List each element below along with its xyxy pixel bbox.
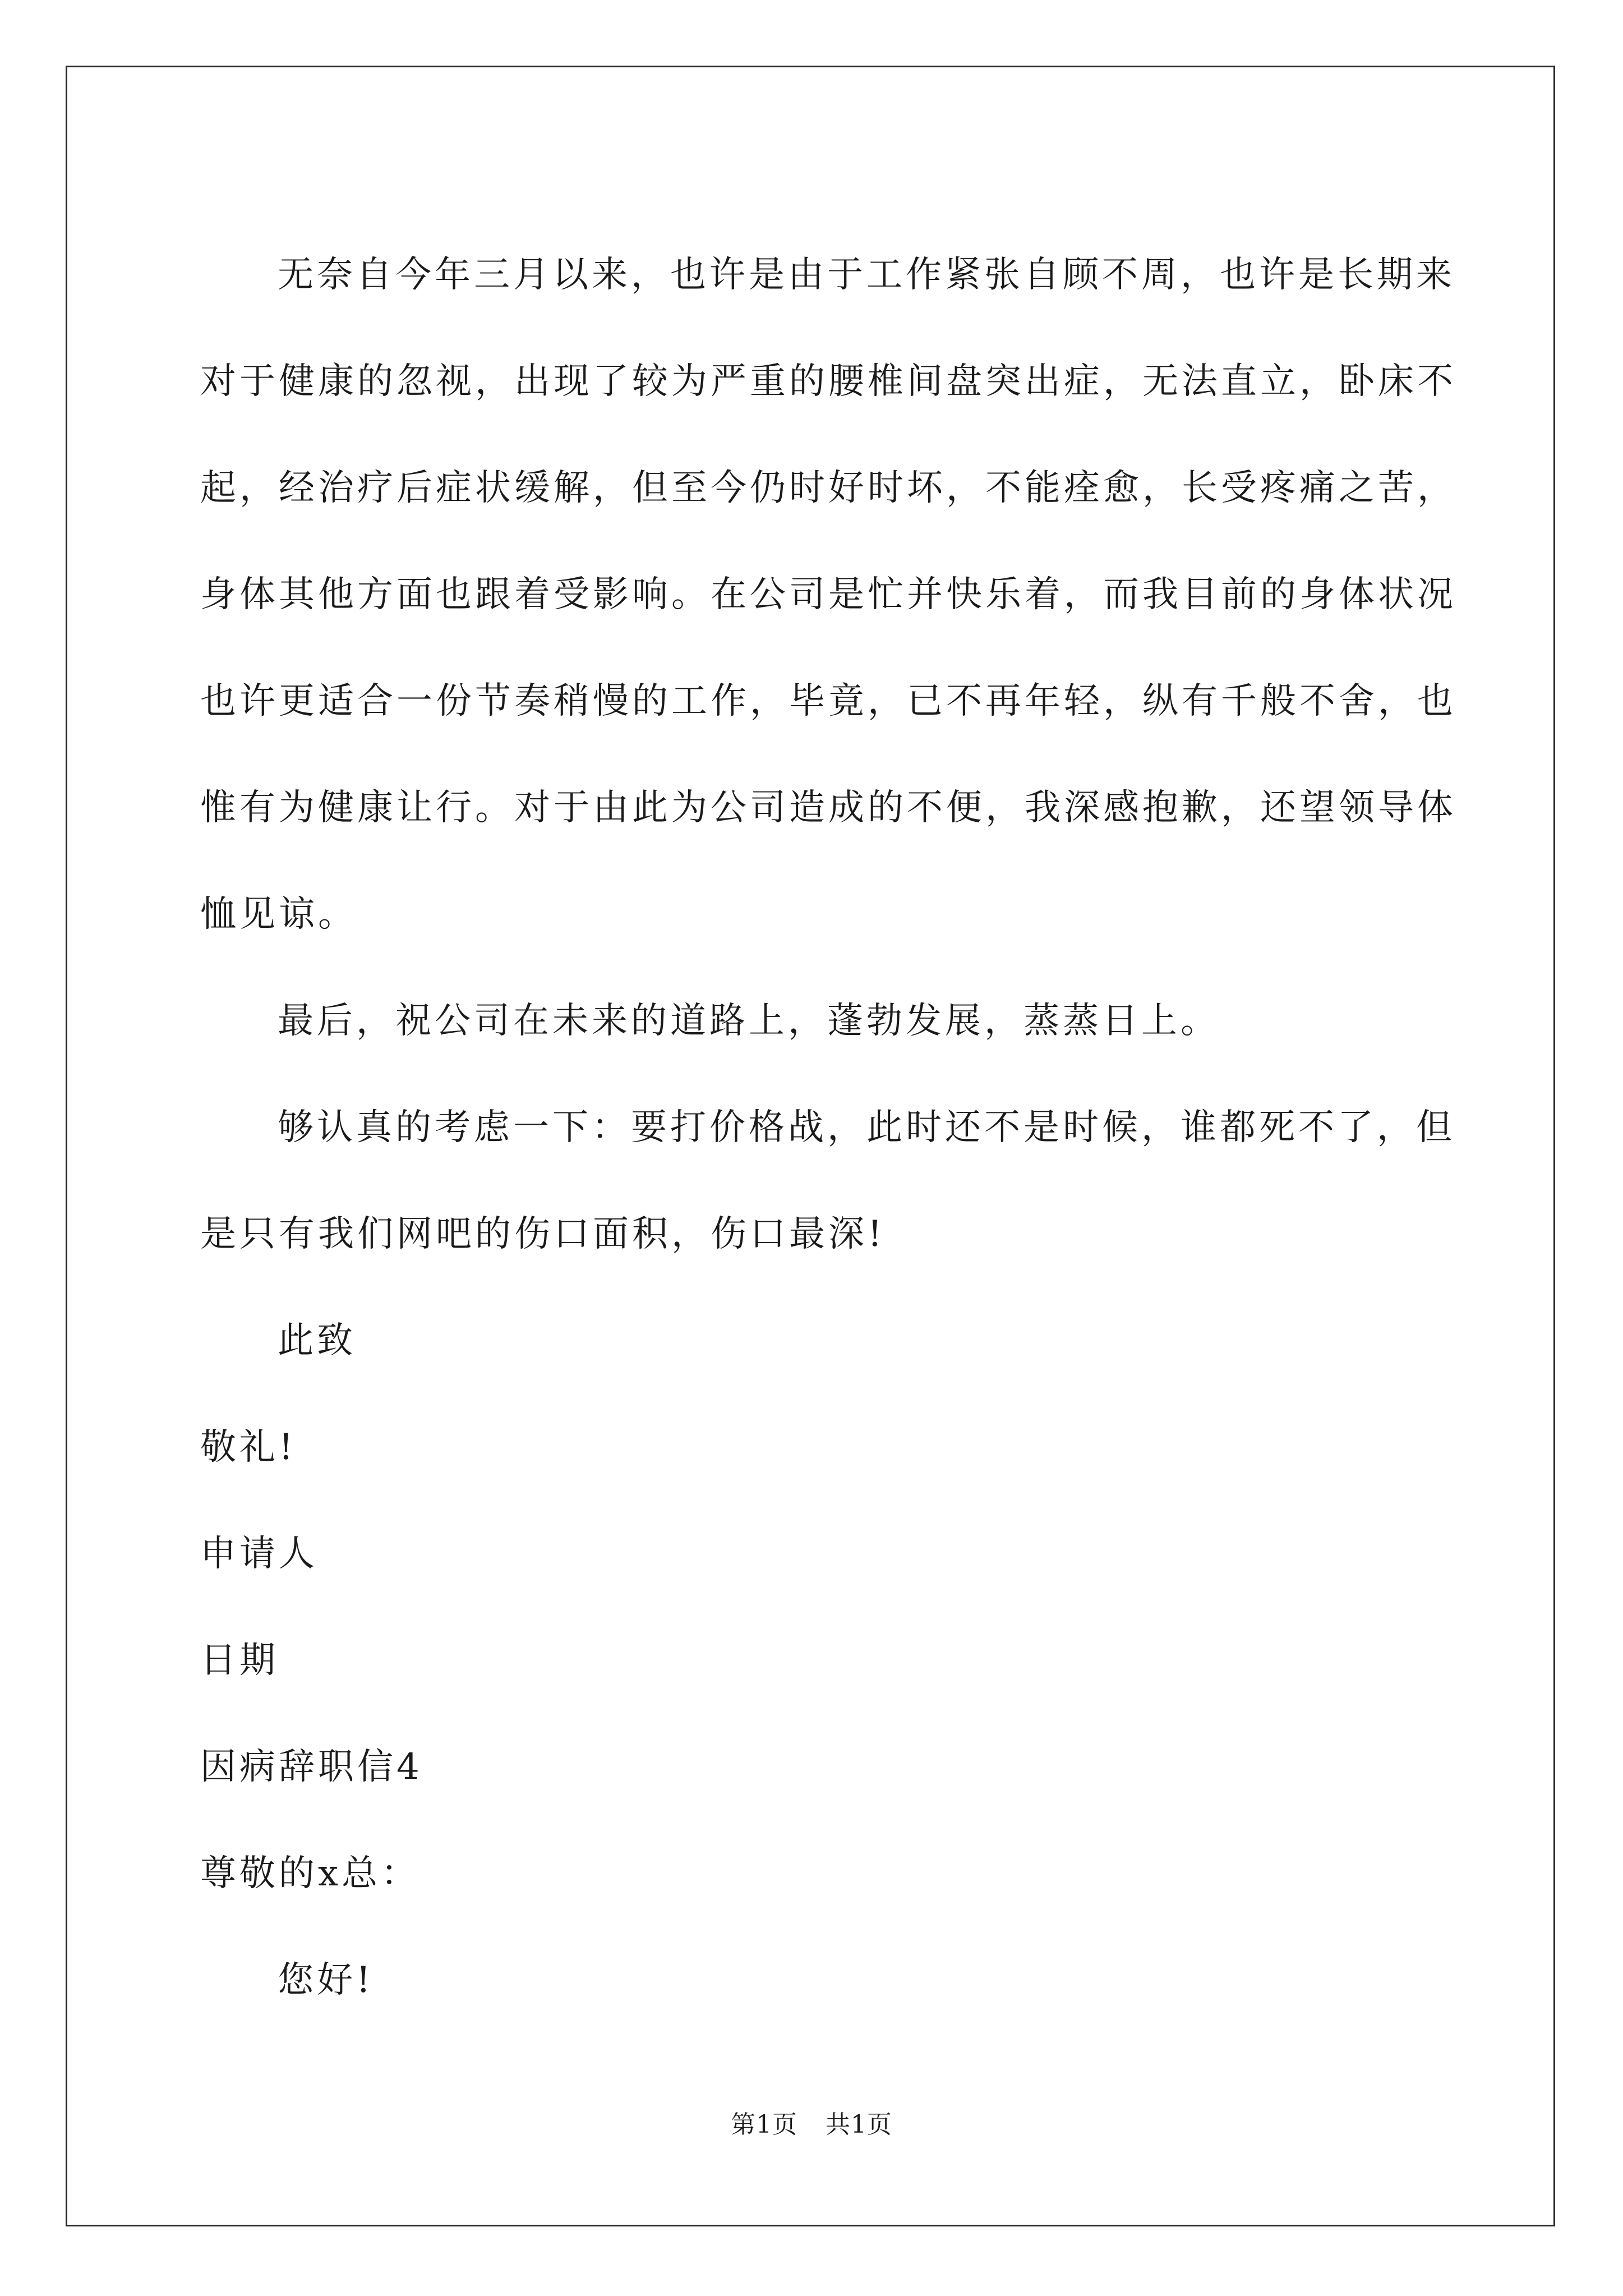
applicant-label: 申请人	[200, 1533, 318, 1575]
page-total: 共1页	[826, 2110, 892, 2139]
paragraph-price-war: 够认真的考虑一下：要打价格战，此时还不是时候，谁都死不了，但是只有我们网吧的伤口面积，伤口最深!	[200, 1107, 1455, 1255]
paragraph-health-reason: 无奈自今年三月以来，也许是由于工作紧张自顾不周，也许是长期来对于健康的忽视，出现了较为严重的腰椎间盘突出症，无法直立，卧床不起，经治疗后症状缓解，但至今仍时好时坏，不能痊愈，长受疼痛之苦，身体其他方面也跟着受影响。在公司是忙并快乐着，而我目前的身体状况也许更适合一份节奏稍慢的工作，毕竟，已不再年轻，纵有千般不舍，也惟有为健康让行。对于由此为公司造成的不便，我深感抱歉，还望领导体恤见谅。	[200, 254, 1456, 935]
page-number: 第1页	[731, 2110, 797, 2139]
section-title: 因病辞职信4	[200, 1746, 423, 1788]
page-footer	[0, 2108, 1623, 2142]
letter-hello: 您好!	[278, 1959, 374, 2001]
letter-greeting: 尊敬的x总：	[200, 1853, 421, 1894]
closing-salutation: 此致	[278, 1320, 356, 1361]
document-body	[200, 222, 1479, 2033]
closing-regards: 敬礼!	[200, 1427, 297, 1468]
date-label: 日期	[200, 1640, 279, 1681]
paragraph-best-wishes: 最后，祝公司在未来的道路上，蓬勃发展，蒸蒸日上。	[278, 1000, 1220, 1042]
